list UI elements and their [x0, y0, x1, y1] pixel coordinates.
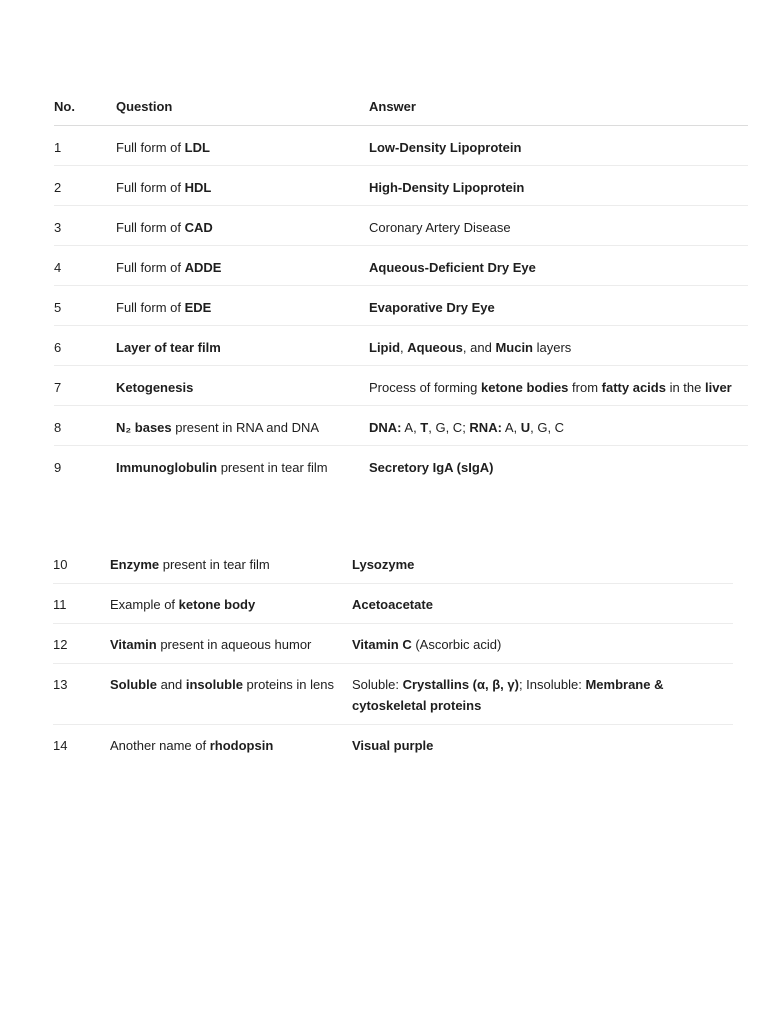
answer-cell: [369, 406, 748, 446]
question-cell: [116, 326, 369, 366]
bold-text: rhodopsin: [209, 737, 274, 753]
plain-text: , and: [462, 340, 496, 355]
question-cell: [110, 724, 352, 764]
bold-text: Membrane & cytoskeletal proteins: [352, 676, 664, 713]
bold-text: ketone body: [178, 596, 256, 612]
table-row: [54, 206, 748, 246]
bold-text: Acetoacetate: [352, 596, 433, 612]
question-cell: [110, 583, 352, 623]
plain-text: Full form of: [116, 260, 185, 275]
plain-text: present in tear film: [159, 557, 270, 572]
table-row: [54, 246, 748, 286]
plain-text: Another name of: [110, 737, 210, 753]
plain-text: in the: [665, 380, 705, 395]
plain-text: Example of: [110, 596, 179, 612]
bold-text: insoluble: [185, 676, 243, 692]
bold-text: Low-Density Lipoprotein: [369, 140, 522, 155]
bold-text: Layer of tear film: [116, 340, 221, 355]
question-cell: [110, 663, 352, 724]
answer-cell: [369, 366, 748, 406]
bold-text: Vitamin: [110, 636, 157, 652]
question-cell: [116, 206, 369, 246]
bold-text: ADDE: [184, 260, 222, 275]
answer-cell: [369, 326, 748, 366]
header-question: Question: [116, 96, 369, 126]
question-cell: [116, 406, 369, 446]
bold-text: Crystallins (α, β, γ): [402, 676, 519, 692]
plain-text: proteins in lens: [242, 676, 334, 692]
plain-text: ,: [400, 340, 408, 355]
answer-cell: [352, 724, 733, 764]
table-row: [53, 663, 733, 724]
row-number: 12: [53, 623, 110, 663]
answer-cell: [352, 623, 733, 663]
row-number: 5: [54, 286, 116, 326]
bold-text: DNA:: [369, 420, 402, 435]
row-number: 10: [53, 544, 110, 583]
plain-text: ; Insoluble:: [518, 676, 586, 692]
bold-text: LDL: [184, 140, 210, 155]
plain-text: Full form of: [116, 140, 185, 155]
plain-text: Full form of: [116, 300, 185, 315]
question-cell: [116, 366, 369, 406]
answer-cell: [369, 126, 748, 166]
plain-text: Full form of: [116, 180, 185, 195]
plain-text: layers: [533, 340, 572, 355]
table-header-row: [54, 96, 748, 126]
bold-text: liver: [705, 380, 732, 395]
answer-cell: [352, 544, 733, 583]
question-cell: [116, 246, 369, 286]
question-cell: [110, 544, 352, 583]
table-row: [54, 406, 748, 446]
plain-text: present in RNA and DNA: [171, 420, 320, 435]
row-number: 8: [54, 406, 116, 446]
bold-text: Lysozyme: [352, 557, 415, 572]
bold-text: Enzyme: [110, 557, 160, 572]
table-row: [54, 326, 748, 366]
bold-text: High-Density Lipoprotein: [369, 180, 525, 195]
bold-text: N₂ bases: [116, 420, 172, 435]
question-cell: [116, 166, 369, 206]
table-row: [54, 286, 748, 326]
row-number: 2: [54, 166, 116, 206]
bold-text: Aqueous: [407, 340, 463, 355]
plain-text: Coronary Artery Disease: [369, 220, 511, 235]
table-row: [54, 446, 748, 499]
answer-cell: [369, 166, 748, 206]
plain-text: A,: [501, 420, 521, 435]
plain-text: , G, C;: [428, 420, 470, 435]
bold-text: Vitamin C: [352, 636, 412, 652]
bold-text: Aqueous-Deficient Dry Eye: [369, 260, 536, 275]
plain-text: (Ascorbic acid): [411, 636, 502, 652]
bold-text: ketone bodies: [481, 380, 569, 395]
bold-text: HDL: [184, 180, 212, 195]
table-row: [54, 126, 748, 166]
header-no: No.: [54, 96, 116, 126]
plain-text: and: [156, 676, 186, 692]
answer-cell: [352, 583, 733, 623]
row-number: 13: [53, 663, 110, 724]
answer-cell: [369, 206, 748, 246]
plain-text: , G, C: [530, 420, 565, 435]
bold-text: Immunoglobulin: [116, 460, 218, 475]
bold-text: Evaporative Dry Eye: [369, 300, 495, 315]
bold-text: CAD: [184, 220, 213, 235]
table-row: [53, 623, 733, 663]
row-number: 6: [54, 326, 116, 366]
question-cell: [116, 286, 369, 326]
question-cell: [110, 623, 352, 663]
bold-text: fatty acids: [601, 380, 666, 395]
table-row: [54, 366, 748, 406]
header-answer: Answer: [369, 96, 748, 126]
bold-text: EDE: [184, 300, 212, 315]
plain-text: Process of forming: [369, 380, 481, 395]
bold-text: Visual purple: [352, 737, 434, 753]
bold-text: Mucin: [495, 340, 533, 355]
qa-table-part-1: [54, 96, 748, 499]
answer-cell: [369, 286, 748, 326]
row-number: 14: [53, 737, 68, 753]
row-number: 11: [53, 583, 110, 623]
table-row: [53, 724, 733, 764]
plain-text: Full form of: [116, 220, 185, 235]
answer-cell: [369, 246, 748, 286]
bold-text: U: [520, 420, 531, 435]
table-row: [53, 544, 733, 583]
plain-text: present in tear film: [217, 460, 328, 475]
row-number: 4: [54, 246, 116, 286]
table-row: [54, 166, 748, 206]
bold-text: Lipid: [369, 340, 401, 355]
bold-text: Secretory IgA (sIgA): [369, 460, 494, 475]
plain-text: from: [568, 380, 602, 395]
bold-text: Soluble: [110, 676, 157, 692]
qa-table-part-2: [53, 544, 733, 764]
plain-text: Soluble:: [352, 676, 403, 692]
answer-cell: [352, 663, 733, 724]
bold-text: RNA:: [469, 420, 502, 435]
plain-text: present in aqueous humor: [156, 636, 312, 652]
row-number: 7: [54, 366, 116, 406]
question-cell: [116, 126, 369, 166]
bold-text: T: [420, 420, 429, 435]
answer-cell: [369, 446, 748, 499]
plain-text: A,: [401, 420, 421, 435]
table-row: [53, 583, 733, 623]
row-number: 9: [54, 460, 62, 475]
bold-text: Ketogenesis: [116, 380, 194, 395]
row-number: 1: [54, 126, 116, 166]
question-cell: [116, 446, 369, 499]
row-number: 3: [54, 206, 116, 246]
